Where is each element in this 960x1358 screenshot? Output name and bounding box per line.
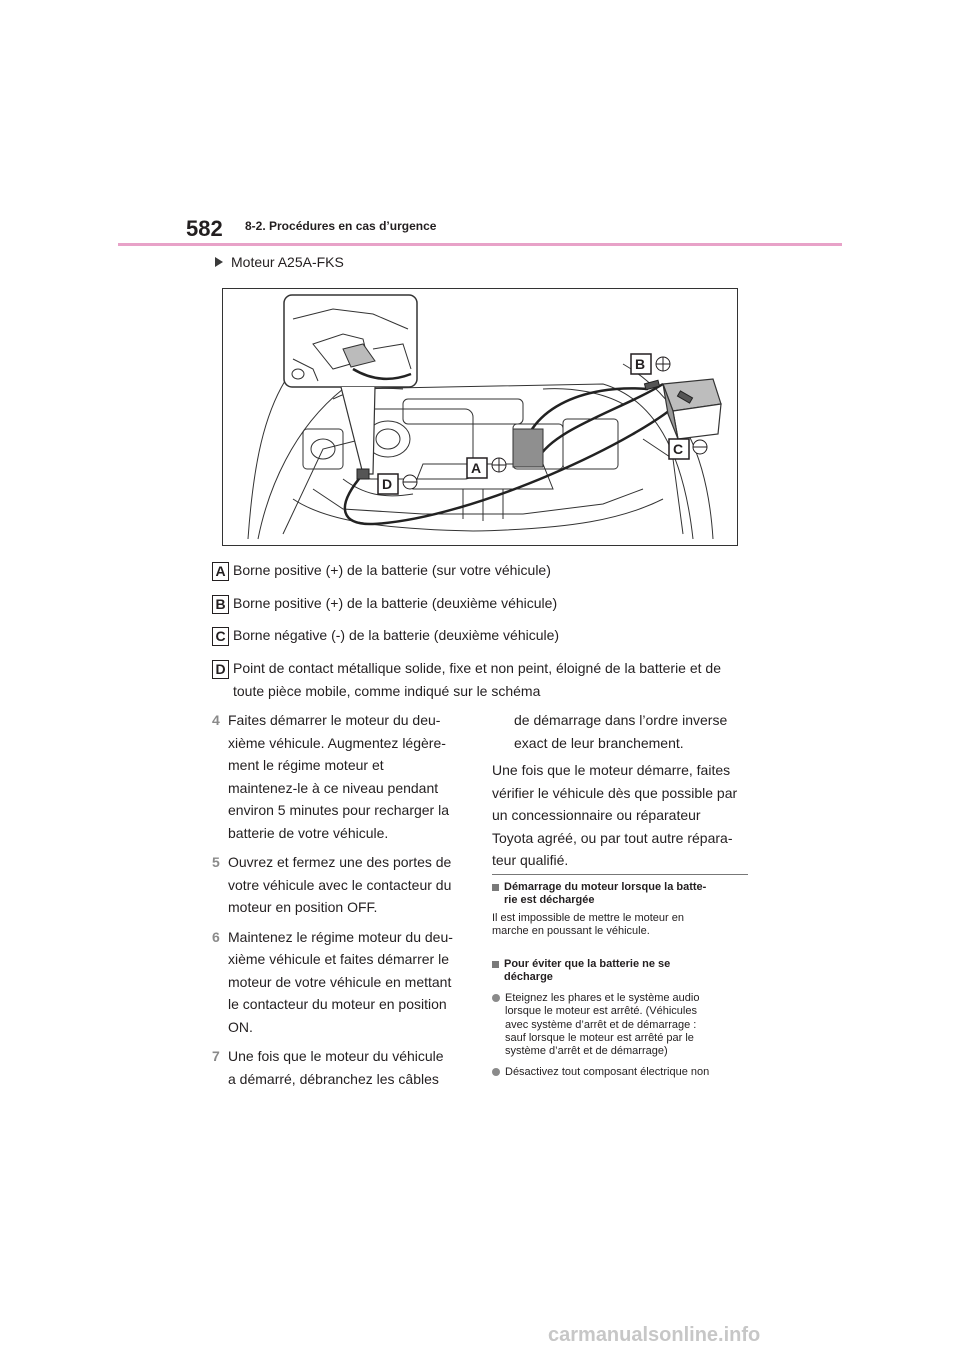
square-bullet-icon [492,961,499,968]
legend-box-d: D [212,660,229,679]
note-discharged-battery [492,881,754,939]
step-7-continuation [514,709,754,754]
paragraph-line: vérifier le véhicule dès que possible par [492,784,738,801]
bullet-line: Eteignez les phares et le système audio [505,991,700,1004]
step-line: votre véhicule avec le contacteur du [228,876,452,893]
square-bullet-icon [492,884,499,891]
step-line: xième véhicule. Augmentez légère- [228,734,446,751]
step-line: moteur de votre véhicule en mettant [228,973,452,990]
note-heading [492,881,754,908]
step-number: 7 [212,1048,220,1064]
footer-watermark: carmanualsonline.info [548,1324,761,1346]
step-line: a démarré, débranchez les câbles [228,1070,439,1087]
variant-heading [215,254,344,270]
paragraph-line: Toyota agréé, ou par tout autre répara- [492,829,733,846]
note-text-line: Il est impossible de mettre le moteur en [492,911,684,924]
paragraph-line: teur qualifié. [492,852,569,868]
legend-box-b: B [212,595,229,614]
legend-box-a: A [212,562,229,581]
step-6 [212,926,472,1039]
continuation-line: de démarrage dans l’ordre inverse [514,712,728,728]
note-heading-line: rie est déchargée [504,894,595,907]
bullet-line: avec système d’arrêt et de démarrage : [505,1018,697,1031]
bullet-line: sauf lorsque le moteur est arrêté par le [505,1032,694,1045]
header-rule [118,243,842,246]
legend-text-b: Borne positive (+) de la batterie (deuxième véhicule) [233,595,558,611]
note-heading [492,958,754,985]
step-line: Ouvrez et fermez une des portes de [228,854,452,870]
step-line: Maintenez le régime moteur du deu- [228,928,453,945]
bullet-line: Désactivez tout composant électrique non [505,1065,710,1078]
circle-bullet-icon [492,994,500,1002]
callout-d-label: D [382,476,393,492]
callout-b-label: B [635,356,646,372]
step-line: ON. [228,1018,253,1035]
step-line: ment le régime moteur et [228,757,384,773]
step-number: 6 [212,928,220,945]
bullet-line: lorsque le moteur est arrêté. (Véhicules [505,1005,697,1018]
callout-a-label: A [471,460,482,476]
paragraph-line: un concessionnaire ou réparateur [492,807,701,823]
legend-item-b [212,592,557,615]
bullet-item [492,992,754,1059]
variant-heading-text: Moteur A25A-FKS [231,254,344,270]
legend-text-d-line1: Point de contact métallique solide, fixe et non peint, éloigné de la batterie et de [233,660,721,676]
legend-text-a: Borne positive (+) de la batterie (sur votre véhicule) [233,562,551,578]
step-line: le contacteur du moteur en position [228,996,447,1012]
note-heading-line: Démarrage du moteur lorsque la batte- [504,881,707,893]
step-line: Faites démarrer le moteur du deu- [228,712,441,728]
circle-bullet-icon [492,1068,500,1076]
engine-jump-start-figure [222,288,738,546]
bullet-line: système d’arrêt et de démarrage) [505,1045,668,1058]
note-heading-line: décharge [504,971,553,984]
step-7 [212,1045,472,1090]
step-4 [212,709,472,844]
step-line: environ 5 minutes pour recharger la [228,802,450,818]
legend-text-d-line2: toute pièce mobile, comme indiqué sur le schéma [233,683,541,699]
step-line: maintenez-le à ce niveau pendant [228,779,439,796]
note-text-line: marche en poussant le véhicule. [492,925,650,938]
note-prevent-discharge [492,958,754,1079]
legend-box-c: C [212,627,229,646]
dealer-paragraph [492,759,754,872]
step-number: 4 [212,712,220,728]
paragraph-line: Une fois que le moteur démarre, faites [492,762,731,778]
legend-item-c [212,624,559,647]
engine-bay-illustration [223,289,737,545]
step-line: Une fois que le moteur du véhicule [228,1048,444,1064]
triangle-bullet-icon [215,257,223,267]
legend-text-c: Borne négative (-) de la batterie (deuxième véhicule) [233,627,560,643]
page-number: 582 [186,216,223,241]
callout-c-label: C [673,441,684,457]
note-text [492,912,754,939]
notes-divider [492,874,748,875]
step-line: moteur en position OFF. [228,899,378,915]
note-heading-line: Pour éviter que la batterie ne se [504,958,671,970]
section-title: 8-2. Procédures en cas d’urgence [245,219,437,233]
step-5 [212,851,472,919]
continuation-line: exact de leur branchement. [514,734,684,751]
legend-item-d [212,657,721,703]
step-line: batterie de votre véhicule. [228,824,389,841]
step-number: 5 [212,854,220,870]
bullet-item [492,1066,754,1079]
legend-item-a [212,559,551,582]
step-line: xième véhicule et faites démarrer le [228,951,449,967]
steps-column [212,709,472,1097]
